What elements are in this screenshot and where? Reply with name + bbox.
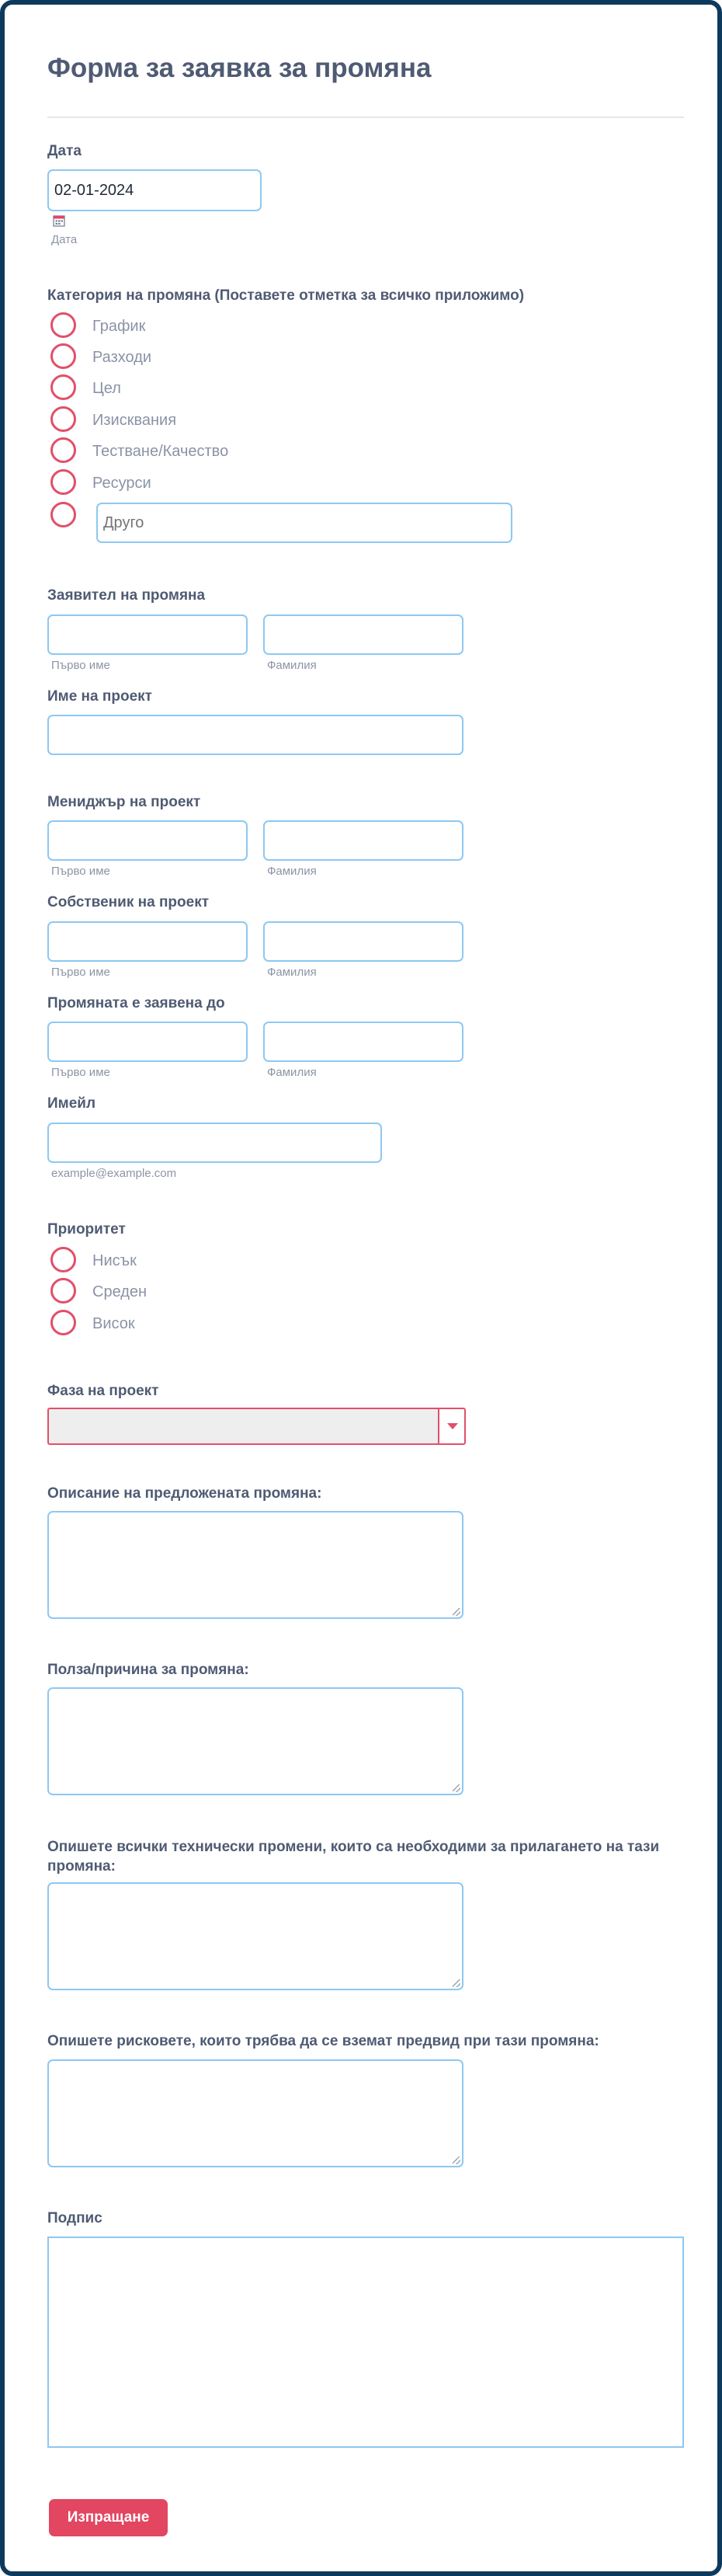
category-option-label: Ресурси [92, 475, 151, 492]
date-label: Дата [47, 143, 82, 159]
category-option-label: Разходи [92, 349, 152, 366]
category-option-label: Изисквания [92, 412, 177, 429]
project-name-label: Име на проект [47, 688, 152, 705]
requested-by-first-sublabel: Първо име [51, 1066, 110, 1079]
description-textarea[interactable] [47, 1511, 463, 1619]
submit-button[interactable]: Изпращане [49, 2499, 168, 2536]
chevron-down-icon [447, 1423, 458, 1429]
risks-label: Опишете рисковете, които трябва да се вземат предвид при тази промяна: [47, 2033, 599, 2049]
owner-first-sublabel: Първо име [51, 966, 110, 979]
category-radio-resources[interactable] [50, 469, 76, 495]
title-divider [47, 117, 684, 118]
requester-first-name-input[interactable] [47, 614, 248, 655]
priority-radio-low[interactable] [50, 1247, 76, 1272]
signature-pad[interactable] [47, 2237, 684, 2448]
requested-by-first-name-input[interactable] [47, 1022, 248, 1062]
category-radio-other[interactable] [50, 502, 76, 527]
signature-label: Подпис [47, 2210, 102, 2226]
priority-radio-medium[interactable] [50, 1278, 76, 1304]
category-option-label: Тестване/Качество [92, 443, 229, 460]
owner-label: Собственик на проект [47, 894, 210, 910]
phase-label: Фаза на проект [47, 1383, 159, 1399]
manager-label: Мениджър на проект [47, 794, 201, 810]
resize-handle-icon[interactable] [453, 2157, 460, 2164]
resize-handle-icon[interactable] [453, 1979, 460, 1987]
category-radio-costs[interactable] [50, 343, 76, 369]
requested-by-last-sublabel: Фамилия [267, 1066, 317, 1079]
category-label: Категория на промяна (Поставете отметка за всичко приложимо) [47, 287, 525, 304]
manager-last-name-input[interactable] [263, 820, 463, 861]
requester-first-sublabel: Първо име [51, 659, 110, 672]
resize-handle-icon[interactable] [453, 1608, 460, 1616]
tech-label: Опишете всички технически промени, които са необходими за прилагането на тази промяна: [47, 1839, 660, 1875]
owner-first-name-input[interactable] [47, 921, 248, 962]
requester-last-sublabel: Фамилия [267, 659, 317, 672]
category-option-label: График [92, 318, 146, 335]
manager-first-name-input[interactable] [47, 820, 248, 861]
category-radio-requirements[interactable] [50, 406, 76, 432]
project-name-input[interactable] [47, 715, 463, 755]
description-label: Описание на предложената промяна: [47, 1485, 322, 1502]
priority-option-label: Нисък [92, 1252, 137, 1269]
category-radio-testing[interactable] [50, 437, 76, 463]
priority-radio-high[interactable] [50, 1310, 76, 1335]
email-input[interactable] [47, 1123, 382, 1163]
category-other-input[interactable] [96, 503, 512, 543]
benefit-textarea[interactable] [47, 1687, 463, 1795]
phase-select[interactable] [47, 1408, 466, 1445]
requested-by-label: Промяната е заявена до [47, 995, 225, 1011]
requester-last-name-input[interactable] [263, 614, 463, 655]
owner-last-sublabel: Фамилия [267, 966, 317, 979]
category-radio-goal[interactable] [50, 374, 76, 400]
owner-last-name-input[interactable] [263, 921, 463, 962]
priority-option-label: Висок [92, 1315, 135, 1332]
manager-last-sublabel: Фамилия [267, 865, 317, 878]
email-sublabel: example@example.com [51, 1167, 177, 1180]
requested-by-last-name-input[interactable] [263, 1022, 463, 1062]
requester-label: Заявител на промяна [47, 587, 206, 604]
email-label: Имейл [47, 1095, 96, 1112]
form-title: Форма за заявка за промяна [47, 53, 432, 83]
risks-textarea[interactable] [47, 2059, 463, 2167]
date-input[interactable] [47, 169, 262, 211]
date-sublabel: Дата [51, 233, 78, 246]
manager-first-sublabel: Първо име [51, 865, 110, 878]
calendar-icon[interactable] [53, 214, 65, 231]
priority-option-label: Среден [92, 1283, 148, 1300]
phase-dropdown-button[interactable] [438, 1409, 464, 1443]
category-option-label: Цел [92, 380, 121, 397]
benefit-label: Полза/причина за промяна: [47, 1662, 249, 1678]
resize-handle-icon[interactable] [453, 1784, 460, 1792]
category-radio-schedule[interactable] [50, 312, 76, 338]
priority-label: Приоритет [47, 1221, 126, 1238]
tech-textarea[interactable] [47, 1882, 463, 1990]
